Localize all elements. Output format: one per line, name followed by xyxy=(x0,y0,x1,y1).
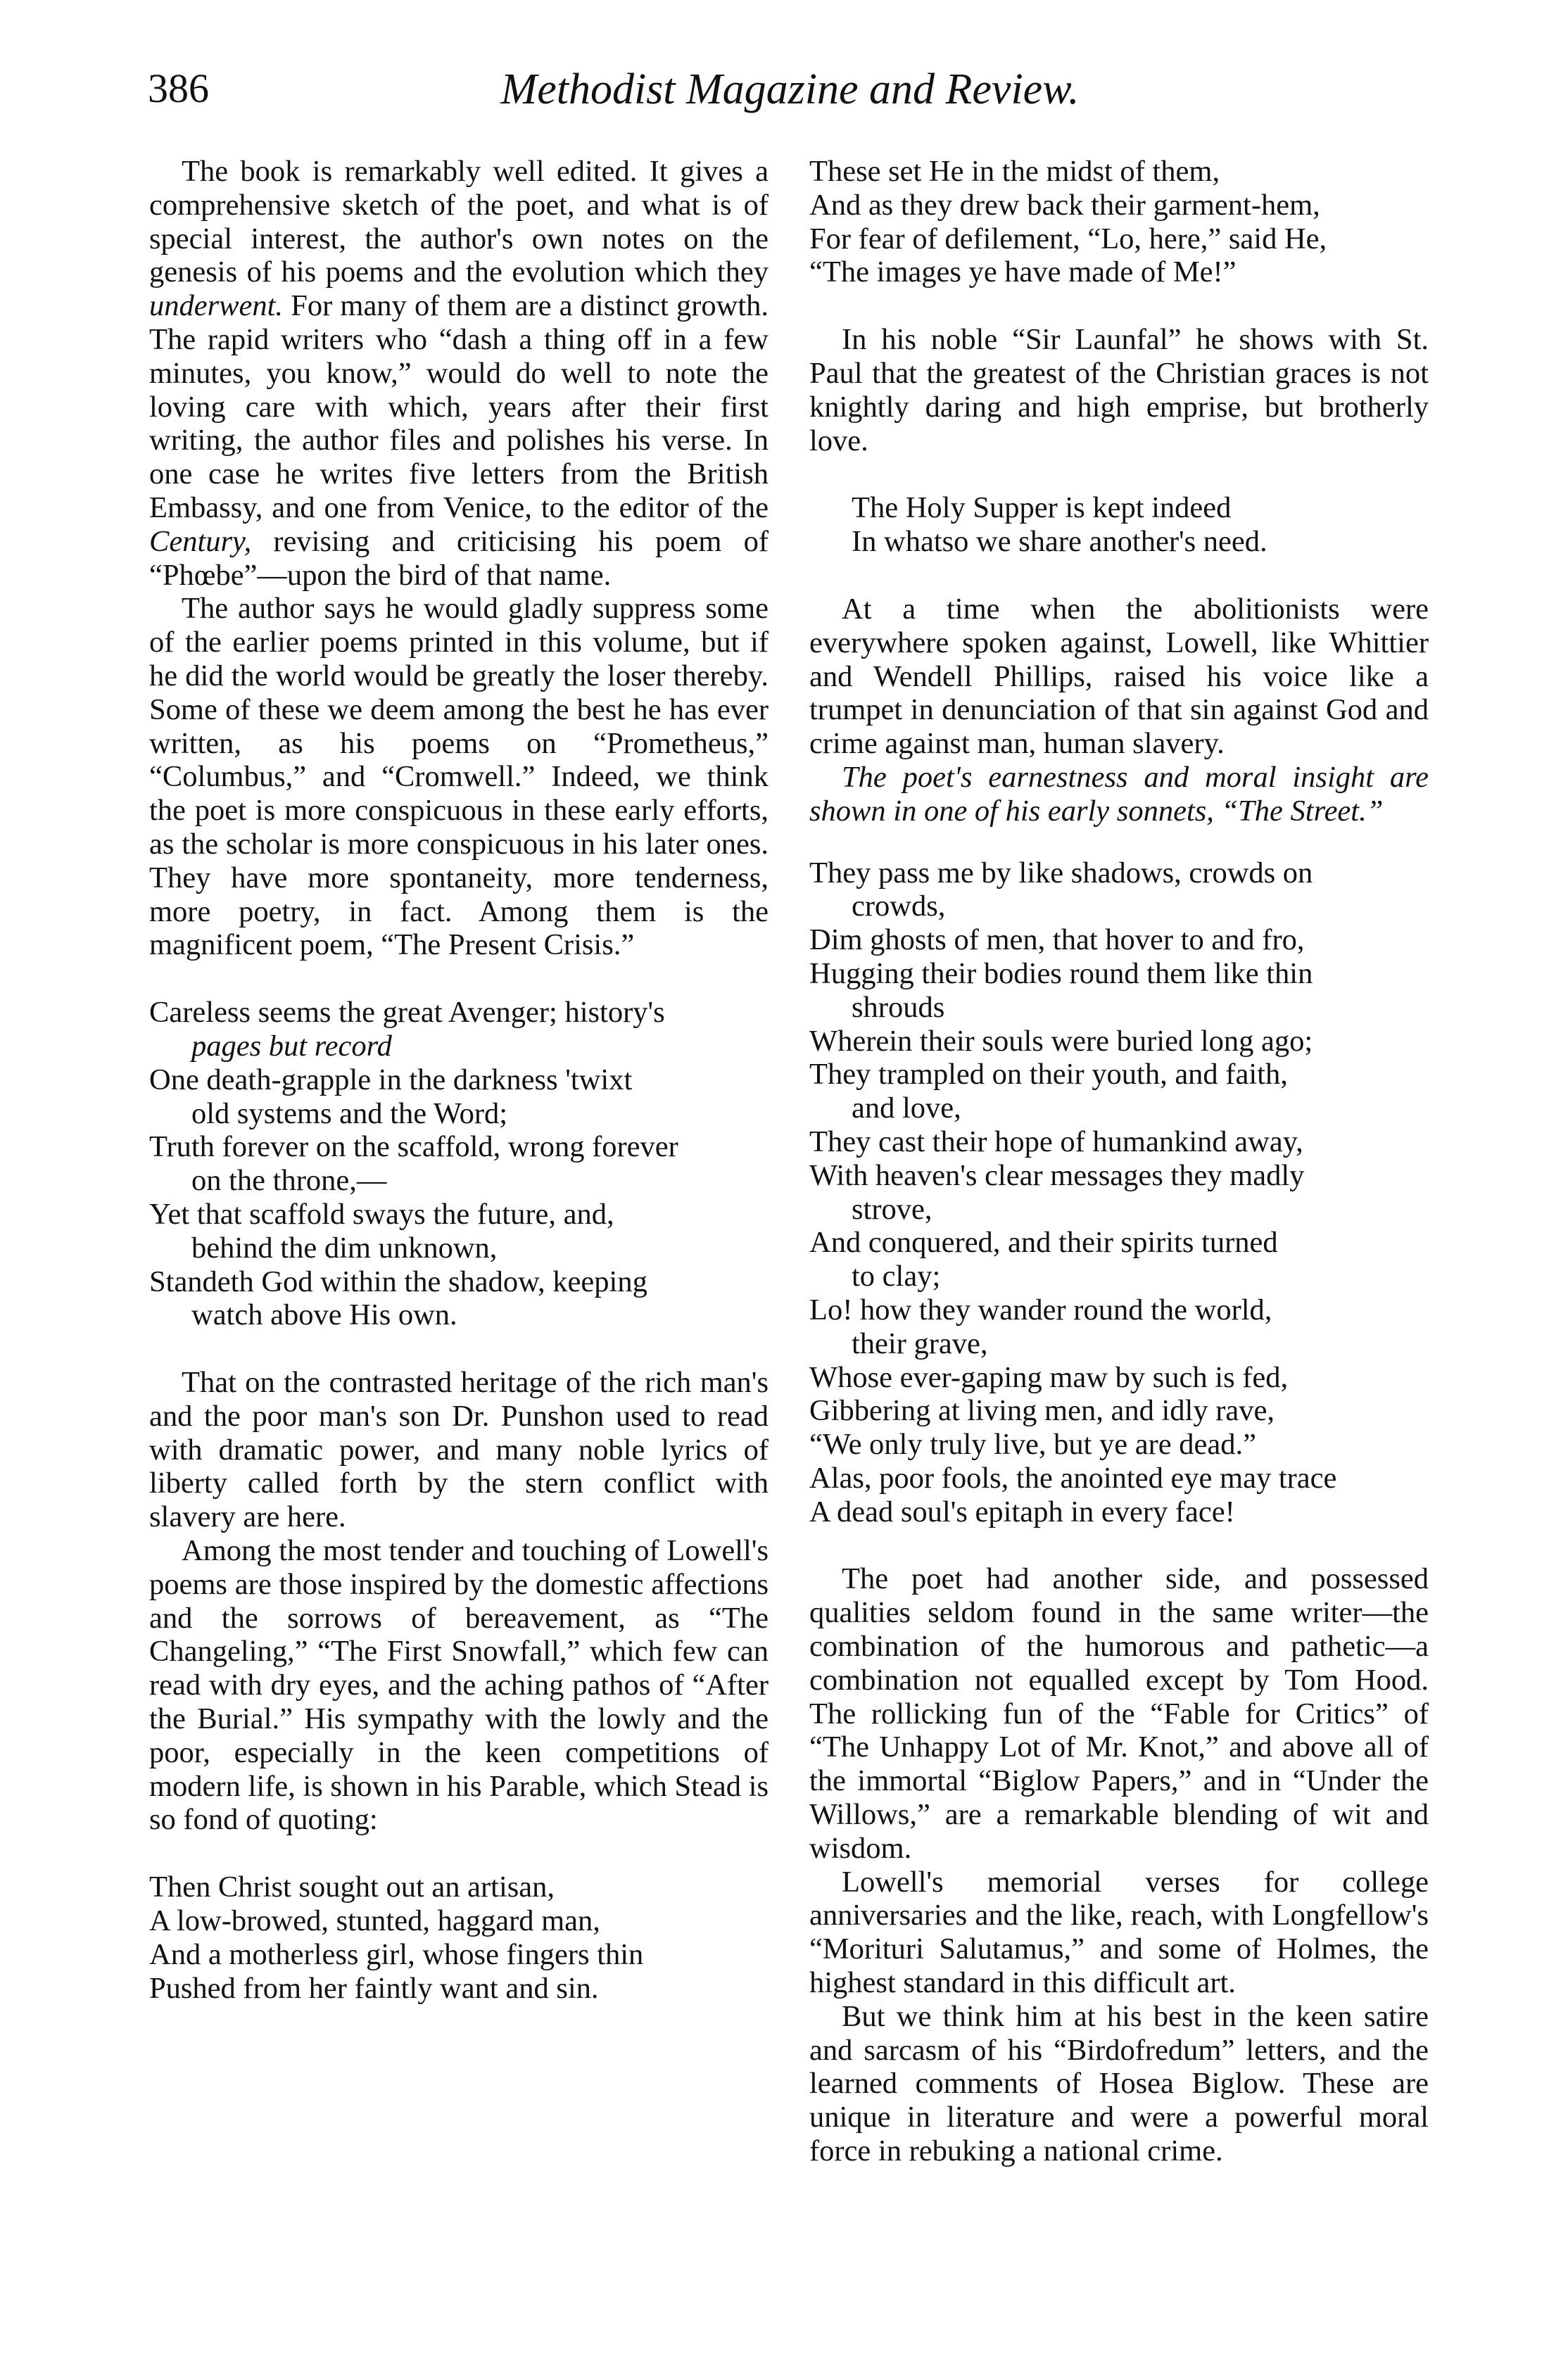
poem-present-crisis xyxy=(149,996,769,1332)
spacer xyxy=(809,828,1429,856)
poem-line: In whatso we share another's need. xyxy=(852,525,1267,559)
poem-line: Hugging their bodies round them like thin xyxy=(809,956,1313,990)
poem-line: old systems and the Word; xyxy=(191,1096,508,1130)
poem-line: Lo! how they wander round the world, xyxy=(809,1293,1272,1327)
poem-line: A dead soul's epitaph in every face! xyxy=(809,1495,1235,1528)
spacer xyxy=(809,559,1429,593)
poem-line: For fear of defilement, “Lo, here,” said He, xyxy=(809,222,1327,255)
poem-line: and love, xyxy=(852,1091,961,1125)
paragraph-book-edited xyxy=(149,155,769,592)
poem-line: their grave, xyxy=(852,1327,988,1360)
poem-line: Careless seems the great Avenger; history's xyxy=(149,996,665,1030)
poem-line: Alas, poor fools, the anointed eye may trace xyxy=(809,1461,1337,1495)
poem-line: With heaven's clear messages they madly xyxy=(809,1158,1305,1192)
poem-line: behind the dim unknown, xyxy=(191,1231,498,1265)
poem-line: “We only truly live, but ye are dead.” xyxy=(809,1428,1257,1462)
poem-line: Pushed from her faintly want and sin. xyxy=(149,1971,599,2005)
poem-line: And as they drew back their garment-hem, xyxy=(809,188,1320,222)
spacer xyxy=(149,1837,769,1871)
poem-line: to clay; xyxy=(852,1260,941,1293)
poem-line: They pass me by like shadows, crowds on xyxy=(809,856,1313,890)
poem-line: Truth forever on the scaffold, wrong forever xyxy=(149,1130,678,1164)
paragraph-earnestness-text: The poet's earnestness and moral insight are shown in one of his early sonnets, “The Street.” xyxy=(809,760,1429,828)
poem-line: They trampled on their youth, and faith, xyxy=(809,1058,1288,1091)
paragraph-humorous-side: The poet had another side, and possessed qualities seldom found in the same writer—the combination of the humorous and pathetic—a combination not equalled except by Tom Hood. The rollicking fun of the “Fable for Critics” of “The Unhappy Lot of Mr. Knot,” and above all of the immortal “Biglow Papers,” and in “Under the Willows,” are a remarkable blending of wit and wisdom. xyxy=(809,1562,1429,1865)
poem-line-italic: pages but record xyxy=(191,1029,392,1063)
page-header xyxy=(148,65,1432,121)
poem-line: Wherein their souls were buried long ago; xyxy=(809,1024,1313,1058)
poem-line: A low-browed, stunted, haggard man, xyxy=(149,1904,600,1938)
poem-line: Yet that scaffold sways the future, and, xyxy=(149,1197,614,1231)
poem-line: One death-grapple in the darkness 'twixt xyxy=(149,1063,633,1096)
poem-line: watch above His own. xyxy=(191,1298,457,1332)
text-run: For many of them are a distinct growth. The rapid writers who “dash a thing off in a few minutes, you know,” would do well to note the loving care with which, years after their first writing, the author files and polishes his verse. In one case he writes five letters from the British Embassy, and one from Venice, to the editor of the xyxy=(149,289,769,524)
poem-parable-continued xyxy=(809,155,1429,289)
italic-underwent: underwent. xyxy=(149,289,284,323)
poem-line: Standeth God within the shadow, keeping xyxy=(149,1265,647,1298)
paragraph-abolitionists: At a time when the abolitionists were everywhere spoken against, Lowell, like Whittier and Wendell Phillips, raised his voice like a trumpet in denunciation of that sin against God and crime against man, human slavery. xyxy=(809,592,1429,761)
poem-line: They cast their hope of humankind away, xyxy=(809,1125,1303,1158)
poem-line: “The images ye have made of Me!” xyxy=(809,255,1237,289)
right-column xyxy=(809,155,1429,2168)
italic-century: Century, xyxy=(149,524,252,558)
poem-parable xyxy=(149,1871,769,2005)
paragraph-memorial-verses: Lowell's memorial verses for college anniversaries and the like, reach, with Longfellow's “Morituri Salutamus,” and some of Holmes, the highest standard in this difficult art. xyxy=(809,1865,1429,2000)
poem-the-street xyxy=(809,856,1429,1529)
poem-line: shrouds xyxy=(852,990,945,1024)
text-run: revising and criticising his poem of “Phœbe”—upon the bird of that name. xyxy=(149,524,769,592)
poem-line: on the throne,— xyxy=(191,1164,387,1198)
spacer xyxy=(809,457,1429,491)
poem-line: Then Christ sought out an artisan, xyxy=(149,1871,555,1904)
poem-line: And conquered, and their spirits turned xyxy=(809,1226,1278,1260)
poem-line: And a motherless girl, whose fingers thin xyxy=(149,1937,644,1971)
text-run: The book is remarkably well edited. It gives a comprehensive sketch of the poet, and what is of special interest, the author's own notes on the genesis of his poems and the evolution which they xyxy=(149,155,769,289)
spacer xyxy=(809,1528,1429,1562)
poem-line: Dim ghosts of men, that hover to and fro, xyxy=(809,923,1305,957)
poem-holy-supper xyxy=(809,491,1429,559)
paragraph-earlier-poems: The author says he would gladly suppress some of the earlier poems printed in this volume, but if he did the world would be greatly the loser thereby. Some of these we deem among the best he has ever written, as his poems on “Prometheus,” “Columbus,” and “Cromwell.” Indeed, we think the poet is more conspicuous in these early efforts, as the scholar is more conspicuous in his later ones. They have more spontaneity, more tenderness, more poetry, in fact. Among them is the magnificent poem, “The Present Crisis.” xyxy=(149,592,769,962)
spacer xyxy=(149,962,769,996)
spacer xyxy=(149,1332,769,1366)
running-title: Methodist Magazine and Review. xyxy=(500,65,1080,113)
paragraph-contrasted-heritage: That on the contrasted heritage of the rich man's and the poor man's son Dr. Punshon used to read with dramatic power, and many noble lyrics of liberty called forth by the stern conflict with slavery are here. xyxy=(149,1366,769,1534)
poem-line: crowds, xyxy=(852,890,946,923)
poem-line: Whose ever-gaping maw by such is fed, xyxy=(809,1360,1289,1394)
left-column xyxy=(149,155,769,2005)
poem-line: strove, xyxy=(852,1192,932,1226)
poem-line: These set He in the midst of them, xyxy=(809,155,1220,188)
poem-line: Gibbering at living men, and idly rave, xyxy=(809,1394,1275,1428)
spacer xyxy=(809,289,1429,323)
poem-line xyxy=(149,1030,769,1063)
paragraph-earnestness xyxy=(809,761,1429,828)
page-number: 386 xyxy=(148,65,209,111)
paragraph-tender-poems: Among the most tender and touching of Lowell's poems are those inspired by the domestic affections and the sorrows of bereavement, as “The Changeling,” “The First Snowfall,” which few can read with dry eyes, and the aching pathos of “After the Burial.” His sympathy with the lowly and the poor, especially in the keen competitions of modern life, is shown in his Parable, which Stead is so fond of quoting: xyxy=(149,1534,769,1837)
paragraph-sir-launfal: In his noble “Sir Launfal” he shows with St. Paul that the greatest of the Christian graces is not knightly daring and high emprise, but brotherly love. xyxy=(809,323,1429,457)
paragraph-satire: But we think him at his best in the keen satire and sarcasm of his “Birdofredum” letters, and the learned comments of Hosea Biglow. These are unique in literature and were a powerful moral force in rebuking a national crime. xyxy=(809,1999,1429,2168)
poem-line: The Holy Supper is kept indeed xyxy=(852,491,1232,525)
